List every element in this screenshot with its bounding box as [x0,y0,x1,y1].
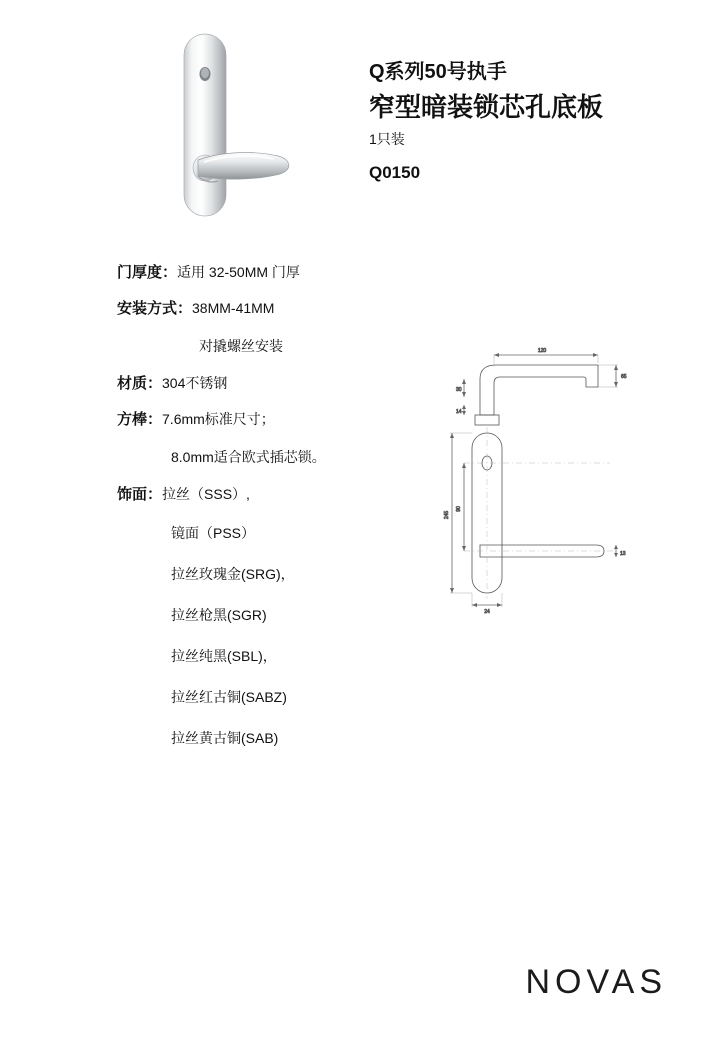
dim-neck: 14 [456,409,462,415]
finish-item: 拉丝（SSS）, [162,486,250,502]
spec-door-thickness [117,265,377,281]
brand-logo: NOVAS [525,963,667,1001]
technical-drawing [420,335,680,625]
spec-spindle [117,412,377,428]
spec-door-thickness-label: 门厚度： [117,264,178,281]
dim-center-distance: 90 [456,506,462,512]
spec-spindle-value: 7.6mm标准尺寸； [162,410,275,427]
dim-plate-length: 245 [444,510,450,520]
series-title: Q系列50号执手 [369,61,507,83]
spec-finish-label: 饰面： [117,486,163,503]
finish-item: 拉丝枪黑(SGR) [171,606,267,623]
product-photo [160,26,350,226]
finish-item: 拉丝黄古铜(SAB) [171,729,279,746]
spec-install-label: 安装方式： [117,299,193,317]
spec-spindle-sub: 8.0mm适合欧式插芯锁。 [171,449,326,465]
spec-install-value: 38MM-41MM [192,299,275,316]
finish-item: 拉丝纯黑(SBL)， [171,647,277,664]
product-title: 窄型暗装锁芯孔底板 [369,92,604,122]
dim-plate-thickness: 13 [620,551,626,557]
pack-note: 1只装 [369,130,405,147]
spec-spindle-label: 方棒： [117,410,163,428]
spec-install-sub: 对撬螺丝安装 [199,338,283,354]
dim-handle-length: 120 [537,348,547,354]
dim-plate-width: 24 [484,609,490,615]
spec-material-value: 304不锈钢 [162,375,228,391]
dim-handle-height: 65 [621,374,627,380]
dim-handle-rise: 30 [456,387,462,393]
specs-list [117,265,377,769]
finish-item: 拉丝玫瑰金(SRG)， [171,565,295,582]
spec-material [117,376,377,392]
finish-list [117,523,377,748]
spec-finish [117,487,377,503]
spec-install [117,301,377,317]
spec-door-thickness-value: 适用 32-50MM 门厚 [177,264,300,280]
header-block [369,60,699,183]
finish-item: 镜面（PSS） [171,524,256,541]
model-code: Q0150 [369,163,421,183]
spec-material-label: 材质： [117,375,163,392]
finish-item: 拉丝红古铜(SABZ) [171,688,287,705]
